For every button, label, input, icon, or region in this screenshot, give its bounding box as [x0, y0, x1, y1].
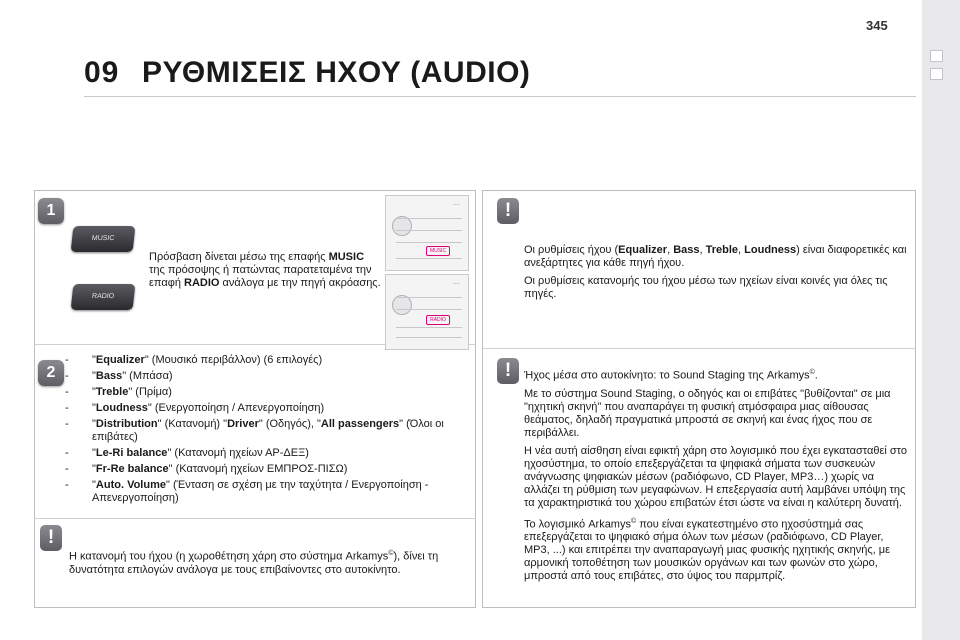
list-item: - "Loudness" (Ενεργοποίηση / Απενεργοποίηση): [65, 402, 325, 414]
step-2-badge: 2: [38, 360, 64, 386]
chapter-number: 09: [84, 56, 120, 89]
note-right-2: Ήχος μέσα στο αυτοκίνητο: το Sound Staging της Arkamys©. Με το σύστημα Sound Staging, ο οδηγός και οι επιβάτες "βυθίζονται" σε μια "ηχητική σκηνή" που αναπαράγει τη φυσική ατμόσφαιρα μιας αίθουσας θεάματος, δηλαδή πραγματικά μπροστά σε σκηνή και ένας ήχος που σε περιβάλλει. Η νέα αυτή αίσθηση είναι εφικτή χάρη στο λογισμικό που έχει εγκατασταθεί στο ηχοσύστημα, το οποίο επεξεργάζεται τα ψηφιακά σήματα των συσκευών ανάγνωσης ψηφιακών μέσων (ραδιόφωνο, CD Player, MP3…) χωρίς να αλλάζει τη ρύθμιση των μεγαφώνων. Η επεξεργασία αυτή λαμβάνει υπόψη της τα χαρακτηριστικά του χώρου επιβατών έτσι ώστε να είναι η καλύτερη δυνατή. Το λογισμικό Arkamys© που είναι εγκατεστημένο στο ηχοσύστημά σας επεξεργάζεται το ψηφιακό σήμα όλων των μέσων (ραδιόφωνο, CD Player, MP3, ...) και επιτρέπει την αναπαραγωγή μιας φυσικής ηχητικής σκηνής, με αρμονική τοποθέτηση των μουσικών οργάνων και των φωνών στο χώρο, μπροστά από τους επιβάτες, στο ύψος του παρμπρίζ.: [524, 369, 907, 583]
music-highlight: MUSIC: [426, 246, 450, 256]
note-left-text: Η κατανομή του ήχου (η χωροθέτηση χάρη στο σύστημα Arkamys©), δίνει τη δυνατότητα επιλογών ανάλογα με τους επιβαίνοντες στο αυτοκίνητο.: [69, 550, 439, 576]
section-divider: [34, 518, 476, 519]
page-number: 345: [866, 18, 888, 33]
list-item: - "Equalizer" (Μουσικό περιβάλλον) (6 επιλογές): [65, 354, 323, 366]
list-item: - "Le-Ri balance" (Κατανομή ηχείων ΑΡ-ΔΕΞ): [65, 447, 309, 459]
step-1-text: Πρόσβαση δίνεται μέσω της επαφής MUSIC της πρόσοψης ή πατώντας παρατεταμένα την επαφή RADIO ανάλογα με την πηγή ακρόασης.: [149, 251, 381, 289]
chapter-divider: [84, 96, 916, 97]
warning-icon: !: [497, 358, 519, 384]
list-item: - "Treble" (Πρίμα): [65, 386, 172, 398]
radio-key-icon: RADIO: [71, 284, 136, 310]
list-item: - "Auto. Volume" (Ένταση σε σχέση με την ταχύτητα / Ενεργοποίηση - Απενεργοποίηση): [65, 479, 429, 504]
list-item: - "Fr-Re balance" (Κατανομή ηχείων ΕΜΠΡΟΣ-ΠΙΣΩ): [65, 463, 348, 475]
list-item: - "Bass" (Μπάσα): [65, 370, 173, 382]
warning-icon: !: [40, 525, 62, 551]
note-right-1: Οι ρυθμίσεις ήχου (Equalizer, Bass, Treble, Loudness) είναι διαφορετικές και ανεξάρτητες για κάθε πηγή ήχου. Οι ρυθμίσεις κατανομής του ήχου μέσω των ηχείων είναι κοινές για όλες τις πηγές.: [524, 244, 907, 300]
warning-icon: !: [497, 198, 519, 224]
panel-thumbnail-radio: ◦◦◦◦ RADIO: [385, 274, 469, 350]
section-divider: [482, 348, 916, 349]
step-1-badge: 1: [38, 198, 64, 224]
list-item: - "Distribution" (Κατανομή) "Driver" (Οδηγός), "All passengers" (Όλοι οι επιβάτες): [65, 418, 444, 443]
chapter-title: ΡΥΘΜΙΣΕΙΣ ΗΧΟΥ (AUDIO): [142, 56, 531, 89]
radio-highlight: RADIO: [426, 315, 450, 325]
strip-marker: [930, 50, 943, 62]
page-edge-strip: [922, 0, 960, 640]
settings-list: [65, 354, 465, 508]
panel-thumbnail-music: ◦◦◦◦ MUSIC: [385, 195, 469, 271]
strip-marker: [930, 68, 943, 80]
music-key-icon: MUSIC: [71, 226, 136, 252]
